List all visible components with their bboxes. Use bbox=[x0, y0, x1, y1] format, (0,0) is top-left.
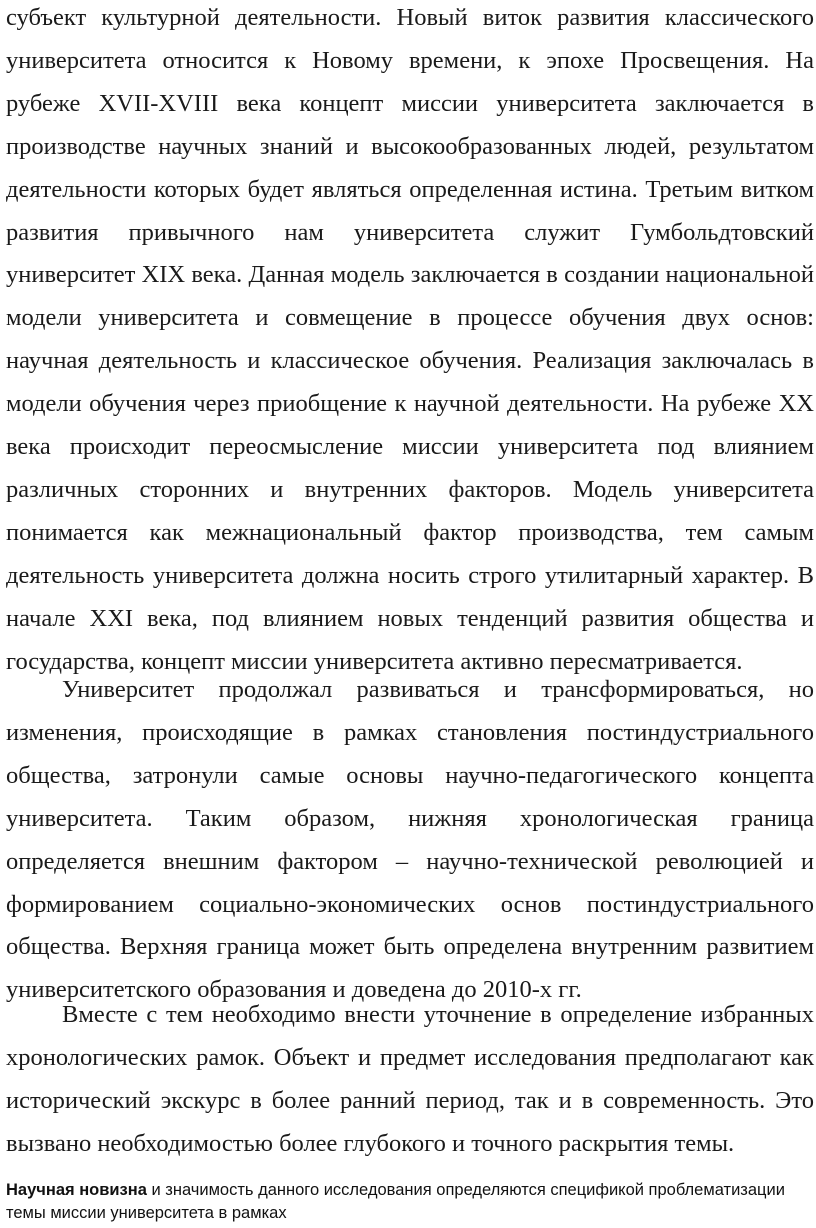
paragraph-3: Вместе с тем необходимо внести уточнение в определение избранных хронологических рамок. Объект и предмет исследования предполагают как исторический экскурс в более ранний период, так и в современность. Это вызвано необходимостью более глубокого и точного раскрытия темы. bbox=[6, 1001, 814, 1157]
footer-bold-lead: Научная новизна bbox=[6, 1181, 147, 1199]
paragraph-2: Университет продолжал развиваться и трансформироваться, но изменения, происходящие в рамках становления постиндустриального общества, затронули самые основы научно-педагогического концепта университета. Таким образом, нижняя хронологическая граница определяется внешним фактором – научно-технической революцией и формированием социально-экономических основ постиндустриального общества. Верхняя граница может быть определена внутренним развитием университетского образования и доведена до 2010-х гг. bbox=[6, 676, 814, 1004]
paragraph-1: субъект культурной деятельности. Новый виток развития классического университета относится к Новому времени, к эпохе Просвещения. На рубеже XVII-XVIII века концепт миссии университета заключается в производстве научных знаний и высокообразованных людей, результатом деятельности которых будет являться определенная истина. Третьим витком развития привычного нам университета служит Гумбольдтовский университет XIX века. Данная модель заключается в создании национальной модели университета и совмещение в процессе обучения двух основ: научная деятельность и классическое обучения. Реализация заключалась в модели обучения через приобщение к научной деятельности. На рубеже XX века происходит переосмысление миссии университета под влиянием различных сторонних и внутренних факторов. Модель университета понимается как межнациональный фактор производства, тем самым деятельность университета должна носить строго утилитарный характер. В начале XXI века, под влиянием новых тенденций развития общества и государства, концепт миссии университета активно пересматривается. bbox=[6, 4, 814, 675]
footer-note bbox=[6, 1179, 814, 1225]
footer-text: и значимость данного исследования определяются спецификой проблематизации темы миссии университета в рамках bbox=[6, 1181, 785, 1222]
